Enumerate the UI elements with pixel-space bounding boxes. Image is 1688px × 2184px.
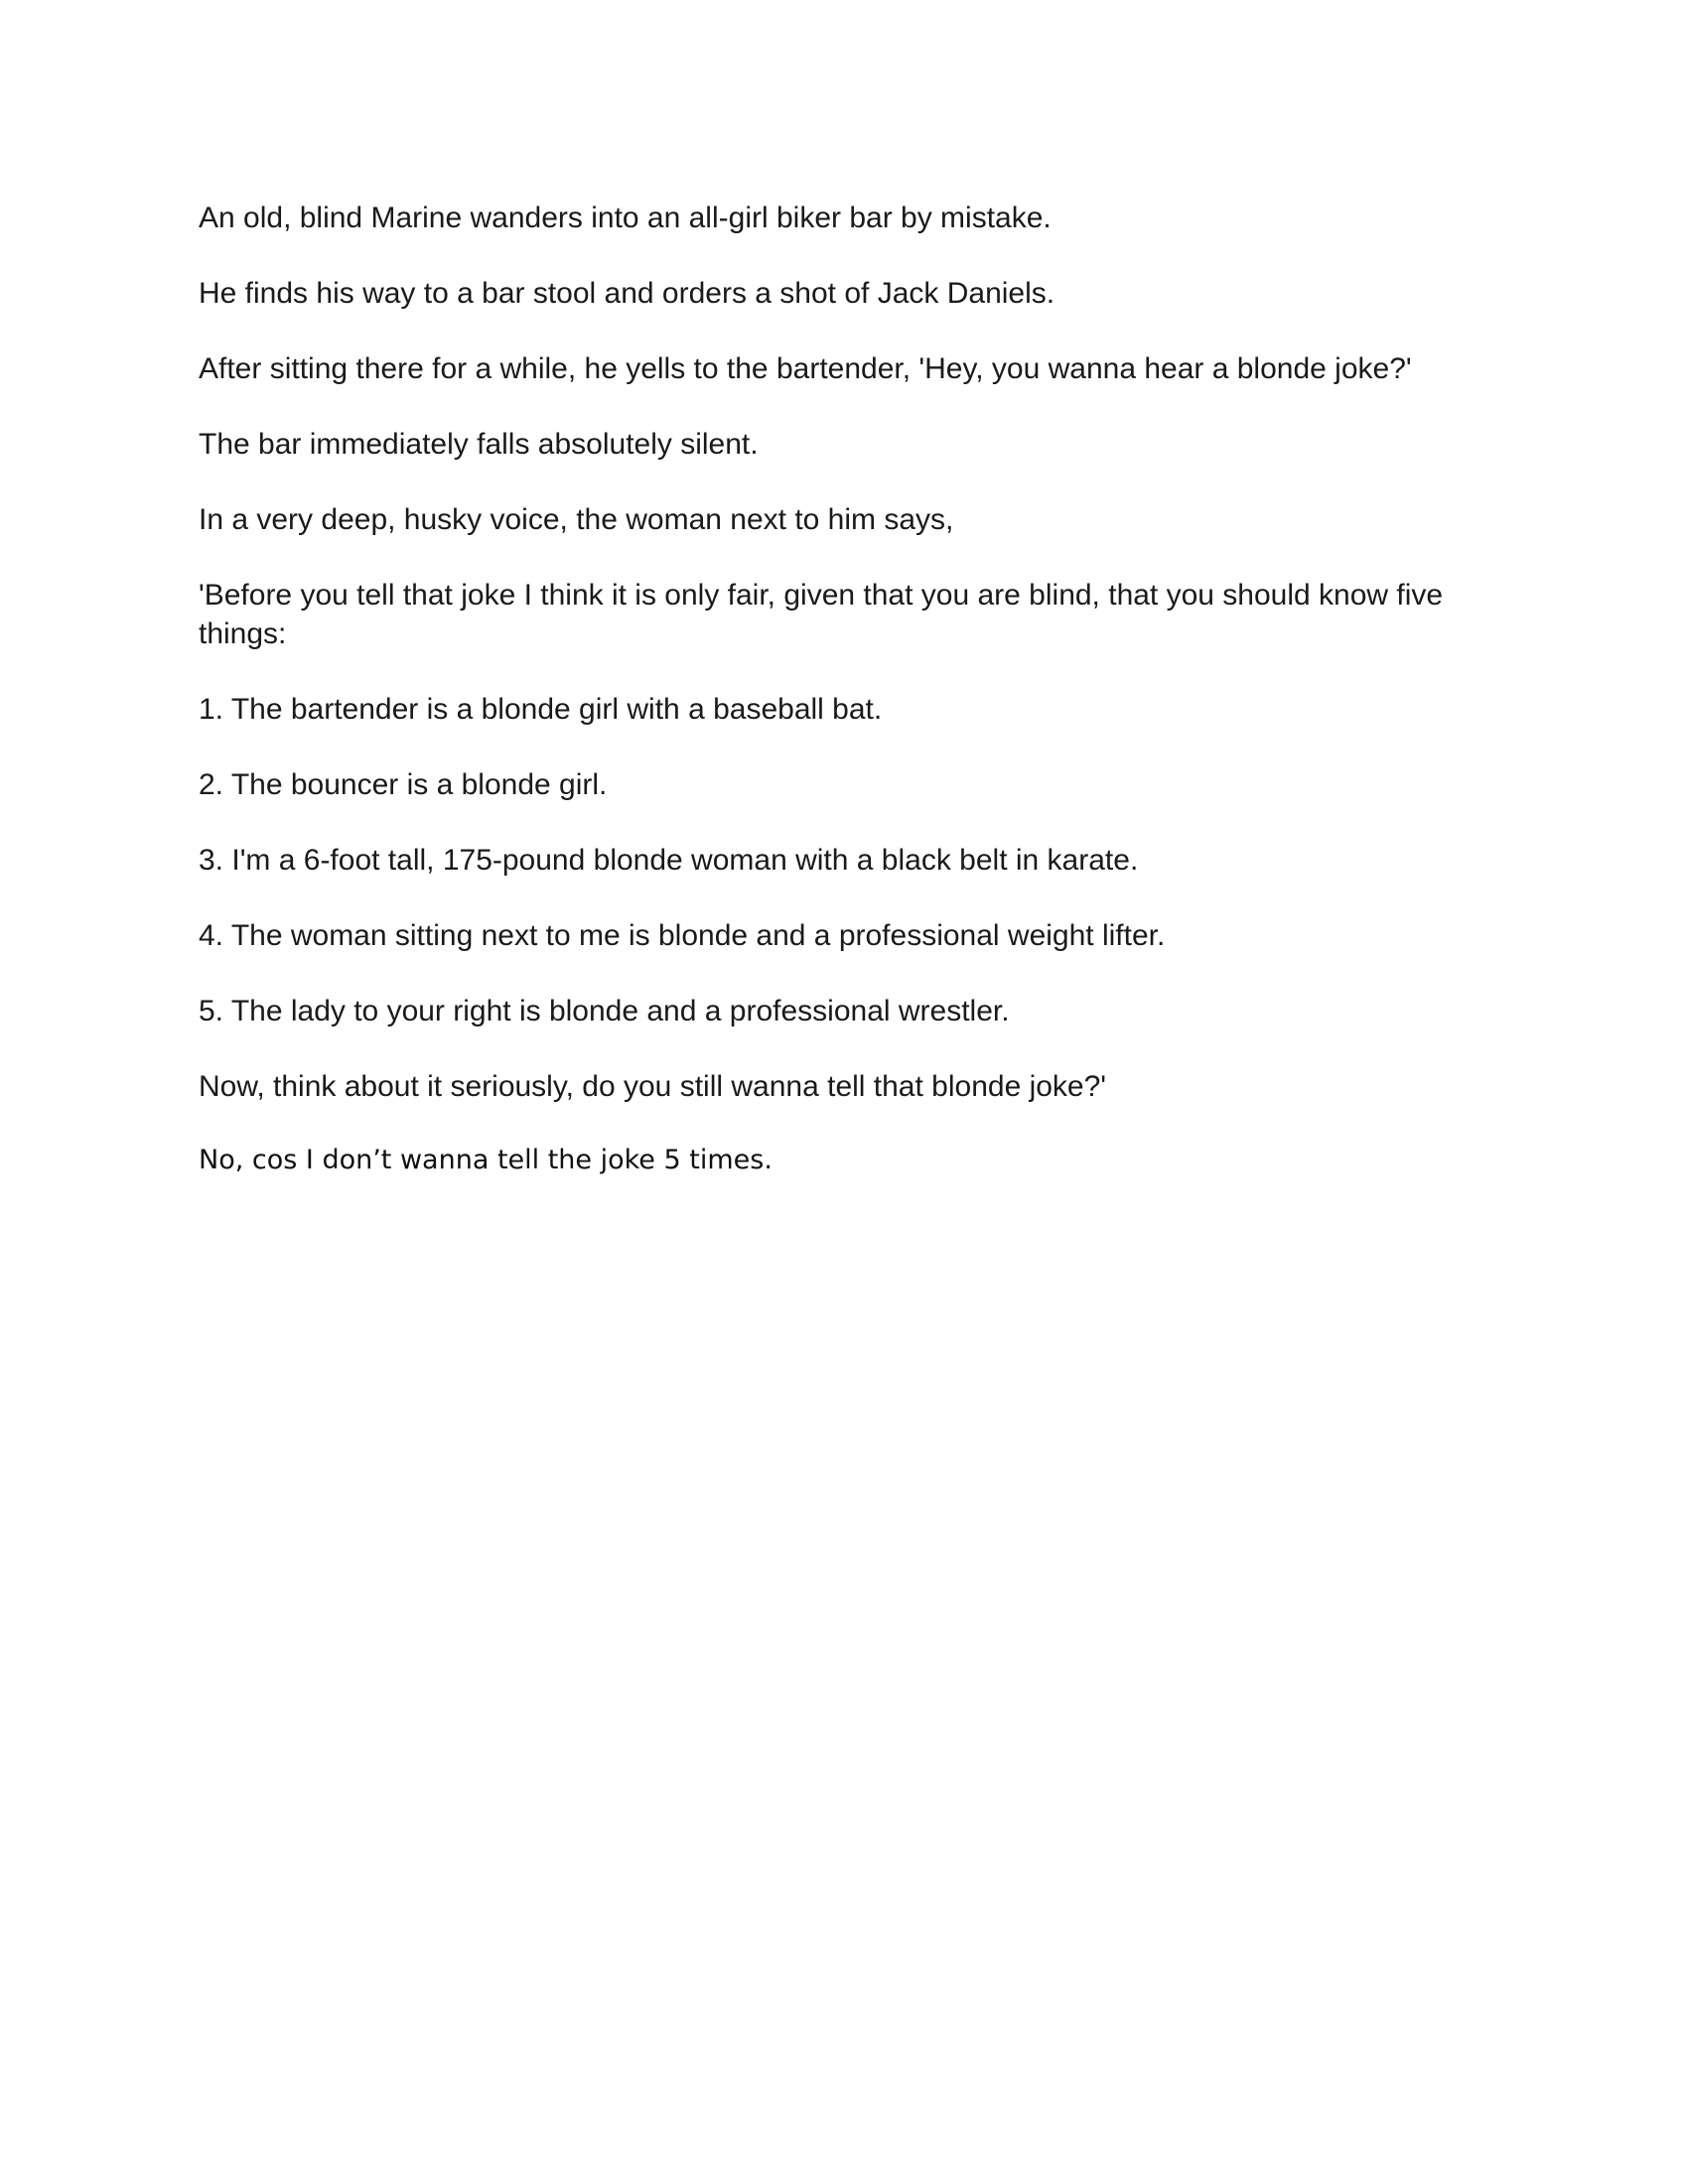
list-item: 1. The bartender is a blonde girl with a baseball bat. (199, 693, 883, 726)
paragraph: The bar immediately falls absolutely silent. (199, 428, 759, 461)
paragraph: Now, think about it seriously, do you still wanna tell that blonde joke?' (199, 1070, 1107, 1103)
paragraph: After sitting there for a while, he yells to the bartender, 'Hey, you wanna hear a blonde joke?' (199, 352, 1412, 385)
list-item: 4. The woman sitting next to me is blonde and a professional weight lifter. (199, 919, 1166, 952)
paragraph: 'Before you tell that joke I think it is only fair, given that you are blind, that you should know five things: (199, 579, 1444, 650)
paragraph: An old, blind Marine wanders into an all-girl biker bar by mistake. (199, 202, 1052, 234)
document-body (199, 199, 1489, 1216)
list-item: 3. I'm a 6-foot tall, 175-pound blonde woman with a black belt in karate. (199, 844, 1139, 877)
list-item: 5. The lady to your right is blonde and a professional wrestler. (199, 995, 1010, 1027)
paragraph: In a very deep, husky voice, the woman next to him says, (199, 503, 954, 536)
punchline: No, cos I don’t wanna tell the joke 5 times. (199, 1145, 773, 1175)
list-item: 2. The bouncer is a blonde girl. (199, 768, 608, 801)
paragraph: He finds his way to a bar stool and orders a shot of Jack Daniels. (199, 277, 1055, 310)
